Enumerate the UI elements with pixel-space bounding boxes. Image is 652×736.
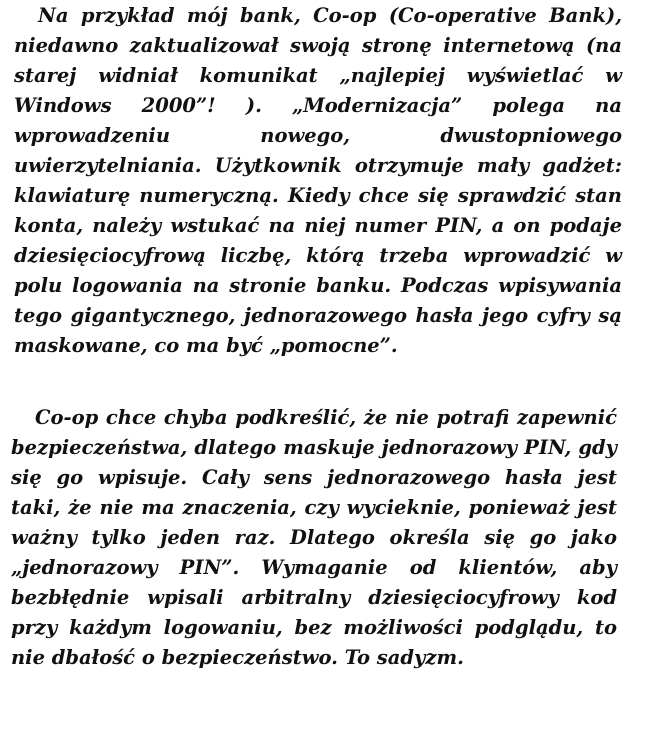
paragraph-1: Na przykład mój bank, Co-op (Co-operative Bank), niedawno zaktualizował swoją stronę internetową (na starej widniał komunikat „najlepiej wyświetlać w Windows 2000”! ). „Modernizacja” polega na wprowadzeniu nowego, dwustopniowego uwierzytelniania. Użytkownik otrzymuje mały gadżet: klawiaturę numeryczną. Kiedy chce się sprawdzić stan konta, należy wstukać na niej numer PIN, a on podaje dziesięciocyfrową liczbę, którą trzeba wprowadzić w polu logowania na stronie banku. Podczas wpisywania tego gigantycznego, jednorazowego hasła jego cyfry są maskowane, co ma być „pomocne”. — [14, 4, 622, 357]
paragraph-2: Co-op chce chyba podkreślić, że nie potrafi zapewnić bezpieczeństwa, dlatego maskuje jednorazowy PIN, gdy się go wpisuje. Cały sens jednorazowego hasła jest taki, że nie ma znaczenia, czy wycieknie, ponieważ jest ważny tylko jeden raz. Dlatego określa się go jako „jednorazowy PIN”. Wymaganie od klientów, aby bezbłędnie wpisali arbitralny dziesięciocyfrowy kod przy każdym logowaniu, bez możliwości podglądu, to nie dbałość o bezpieczeństwo. To sadyzm. — [11, 406, 617, 669]
